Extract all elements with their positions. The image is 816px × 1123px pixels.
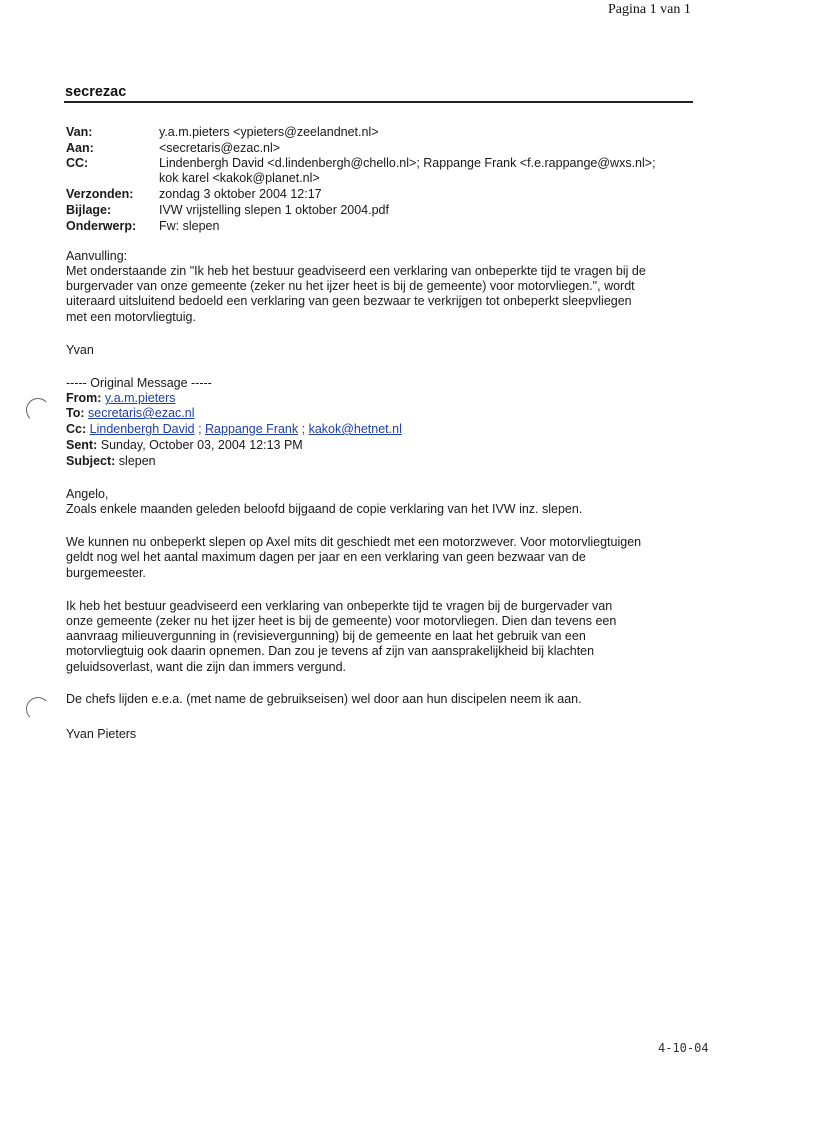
original-to-link[interactable]: secretaris@ezac.nl bbox=[88, 406, 195, 420]
punch-hole-icon bbox=[26, 398, 50, 422]
original-sent-value: Sunday, October 03, 2004 12:13 PM bbox=[100, 438, 303, 452]
sent-label: Verzonden: bbox=[66, 187, 134, 201]
paragraph-2-line: We kunnen nu onbeperkt slepen op Axel mits dit geschiedt met een motorzwever. Voor motorvliegtuigen bbox=[66, 535, 642, 549]
cc-label: CC: bbox=[66, 156, 89, 170]
body-line: burgervader van onze gemeente (zeker nu het ijzer heet is bij de gemeente) voor motorvliegen.", wordt bbox=[66, 279, 635, 293]
original-cc-link-kakok[interactable]: kakok@hetnet.nl bbox=[308, 422, 402, 436]
body-line: met een motorvliegtuig. bbox=[66, 310, 196, 324]
original-cc-link-rappange[interactable]: Rappange Frank bbox=[205, 422, 299, 436]
cc-value-line-2: kok karel <kakok@planet.nl> bbox=[159, 171, 320, 185]
paragraph-3-line: Ik heb het bestuur geadviseerd een verklaring van onbeperkte tijd te vragen bij de burgervader van bbox=[66, 599, 613, 613]
from-label: Van: bbox=[66, 125, 93, 139]
to-value: <secretaris@ezac.nl> bbox=[159, 141, 281, 155]
cc-value-line-1: Lindenbergh David <d.lindenbergh@chello.nl>; Rappange Frank <f.e.rappange@wxs.nl>; bbox=[159, 156, 656, 170]
subject-value: Fw: slepen bbox=[159, 219, 220, 233]
paragraph-3-line: aanvraag milieuvergunning in (revisievergunning) bij de gemeente en laat het gebruik van een bbox=[66, 629, 586, 643]
handwritten-date: 4-10-04 bbox=[658, 1041, 709, 1055]
original-from-row bbox=[66, 390, 176, 406]
to-label: Aan: bbox=[66, 141, 94, 155]
original-signature: Yvan Pieters bbox=[66, 727, 137, 741]
sender-name: secrezac bbox=[65, 84, 127, 100]
original-sent-label: Sent: bbox=[66, 438, 98, 452]
cc-separator: ; bbox=[298, 422, 309, 436]
body-line: Met onderstaande zin "Ik heb het bestuur geadviseerd een verklaring van onbeperkte tijd te vragen bij de bbox=[66, 264, 646, 278]
original-to-label: To: bbox=[66, 406, 85, 420]
sent-value: zondag 3 oktober 2004 12:17 bbox=[159, 187, 322, 201]
attachment-value: IVW vrijstelling slepen 1 oktober 2004.pdf bbox=[159, 203, 389, 217]
attachment-label: Bijlage: bbox=[66, 203, 112, 217]
from-value: y.a.m.pieters <ypieters@zeelandnet.nl> bbox=[159, 125, 379, 139]
original-to-row bbox=[66, 405, 194, 421]
original-cc-row bbox=[66, 421, 402, 437]
original-from-link[interactable]: y.a.m.pieters bbox=[104, 391, 176, 405]
aanvulling-heading: Aanvulling: bbox=[66, 249, 128, 263]
signature: Yvan bbox=[66, 343, 94, 357]
paragraph-4: De chefs lijden e.e.a. (met name de gebruikseisen) wel door aan hun discipelen neem ik aan. bbox=[66, 692, 582, 706]
punch-hole-icon bbox=[26, 697, 50, 721]
paragraph-3-line: onze gemeente (zeker nu het ijzer heet is bij de gemeente) voor motorvliegen. Dien dan tevens een bbox=[66, 614, 617, 628]
page-number: Pagina 1 van 1 bbox=[608, 2, 691, 17]
original-cc-label: Cc: bbox=[66, 422, 87, 436]
original-sent-row bbox=[66, 437, 303, 453]
paragraph-2-line: burgemeester. bbox=[66, 566, 146, 580]
cc-separator: ; bbox=[194, 422, 206, 436]
original-separator: ----- Original Message ----- bbox=[66, 376, 212, 390]
original-subject-row bbox=[66, 453, 156, 469]
paragraph-3-line: geluidsoverlast, want die zijn dan immers vergund. bbox=[66, 660, 346, 674]
body-line: uiteraard uitsluitend bedoeld een verklaring van geen bezwaar te verkrijgen tot onbeperkt sleepvliegen bbox=[66, 294, 632, 308]
subject-label: Onderwerp: bbox=[66, 219, 137, 233]
paragraph-1: Zoals enkele maanden geleden beloofd bijgaand de copie verklaring van het IVW inz. slepen. bbox=[66, 502, 583, 516]
original-subject-value: slepen bbox=[118, 454, 156, 468]
paragraph-2-line: geldt nog wel het aantal maximum dagen per jaar en een verklaring van geen bezwaar van de bbox=[66, 550, 586, 564]
paragraph-3-line: motorvliegtuig ook daarin opnemen. Dan zou je tevens af zijn van aansprakelijkheid bij klachten bbox=[66, 644, 595, 658]
header-divider bbox=[64, 101, 693, 103]
original-from-label: From: bbox=[66, 391, 102, 405]
original-subject-label: Subject: bbox=[66, 454, 116, 468]
original-cc-link-lindenbergh[interactable]: Lindenbergh David bbox=[89, 422, 195, 436]
greeting: Angelo, bbox=[66, 487, 109, 501]
